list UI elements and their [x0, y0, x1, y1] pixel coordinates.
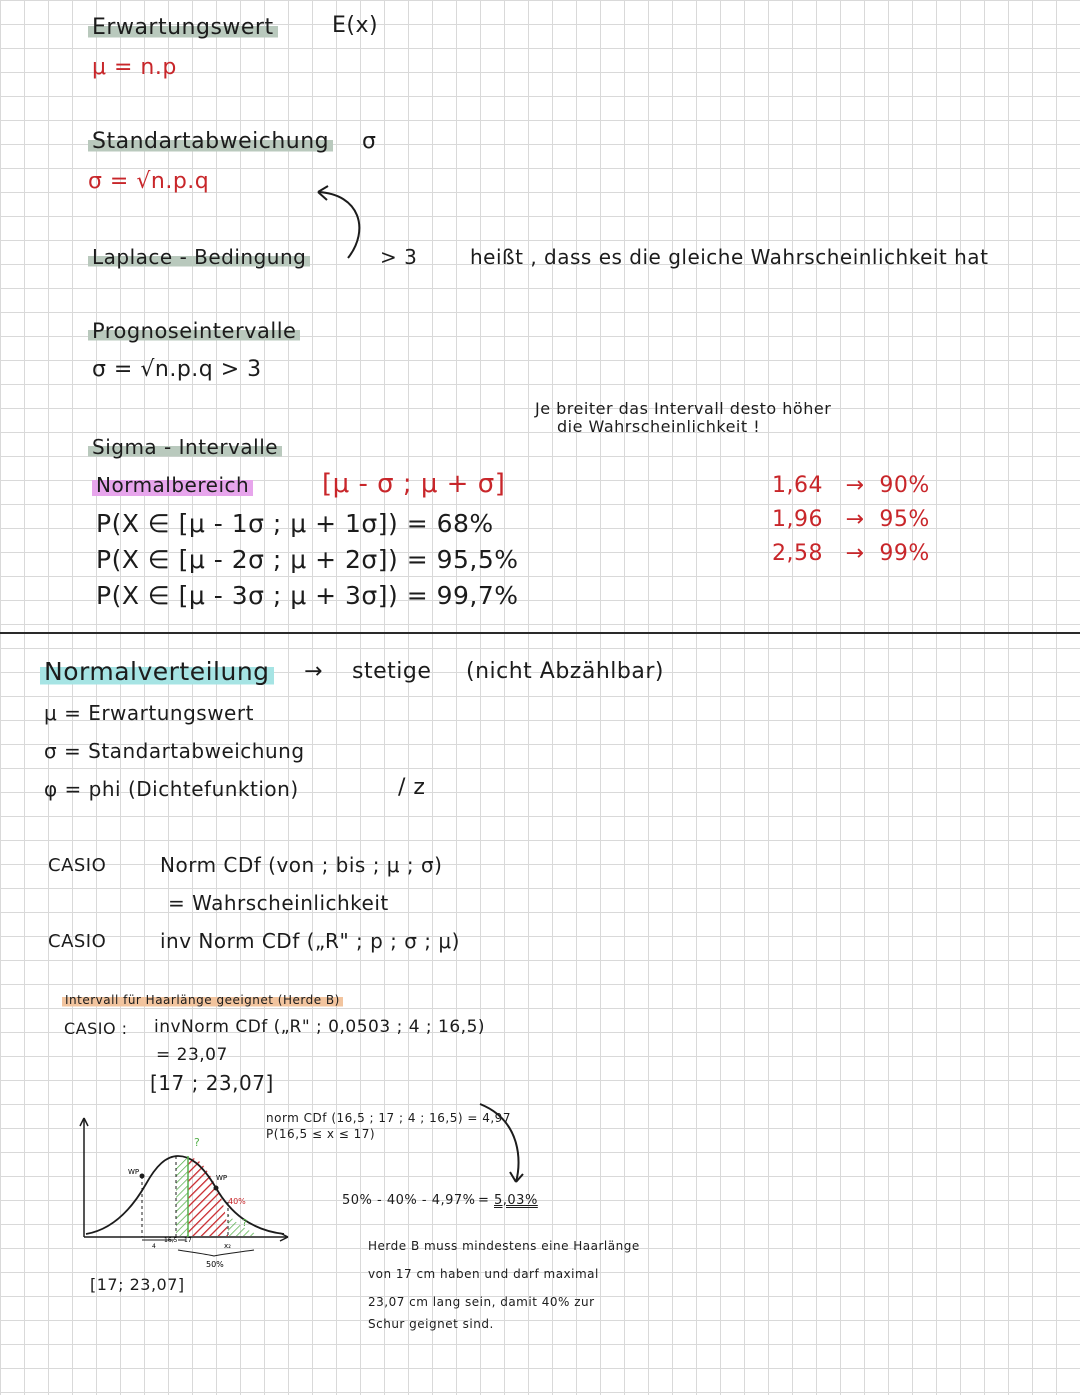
x-tick-16-5: 16,5	[164, 1237, 178, 1244]
casio-normcdf-command: Norm CDf (von ; bis ; μ ; σ)	[160, 853, 443, 877]
normal-distribution-graph	[70, 1112, 300, 1272]
laplace-title: Laplace - Bedingung	[88, 246, 310, 268]
arrow-icon: →	[304, 659, 323, 684]
normalbereich-formula: [μ - σ ; μ + σ]	[322, 469, 506, 499]
conclusion-line4: Schur geignet sind.	[368, 1317, 494, 1331]
question-mark-top: ?	[194, 1136, 200, 1149]
curved-arrow-icon	[470, 1100, 530, 1190]
graph-interval: [17; 23,07]	[90, 1275, 185, 1294]
mu-definition: μ = Erwartungswert	[44, 701, 254, 725]
erwartungswert-formula: μ = n.p	[92, 55, 177, 80]
quantile-row: 1,96 → 95%	[772, 507, 930, 532]
standardabweichung-title: Standartabweichung	[88, 130, 333, 154]
x-tick-x2: x₂	[224, 1242, 231, 1250]
conclusion-line3: 23,07 cm lang sein, damit 40% zur	[368, 1295, 595, 1309]
calculation-equals: =	[478, 1193, 490, 1208]
wp-label-left: WP	[128, 1168, 140, 1176]
casio-invnormcdf-command: inv Norm CDf („R" ; p ; σ ; μ)	[160, 929, 460, 953]
brace	[178, 1250, 254, 1256]
erwartungswert-symbol: E(x)	[332, 13, 379, 38]
normcdf-line1: norm CDf (16,5 ; 17 ; 4 ; 16,5) = 4,97	[266, 1111, 511, 1125]
sigma-interval-3: P(X ∈ [μ - 3σ ; μ + 3σ]) = 99,7%	[96, 581, 519, 610]
quantile-row: 1,64 → 90%	[772, 473, 930, 498]
example-title: Intervall für Haarlänge geeignet (Herde B)	[62, 994, 343, 1007]
prognose-formula: σ = √n.p.q > 3	[92, 357, 262, 382]
interval-note-line1: Je breiter das Intervall desto höher	[535, 399, 832, 418]
casio-label: CASIO	[48, 855, 107, 876]
calculation: 50% - 40% - 4,97%	[342, 1193, 476, 1208]
x-tick-17: 17	[184, 1237, 192, 1244]
calculation-result: 5,03%	[494, 1193, 538, 1208]
standardabweichung-symbol: σ	[362, 129, 377, 154]
example-interval: [17 ; 23,07]	[150, 1071, 274, 1095]
interval-note-line2: die Wahrscheinlichkeit !	[557, 417, 761, 436]
prognose-title: Prognoseintervalle	[88, 320, 300, 343]
example-command: invNorm CDf („R" ; 0,0503 ; 4 ; 16,5)	[154, 1017, 486, 1037]
percent-40-label: 40%	[228, 1197, 246, 1206]
laplace-condition: > 3	[380, 245, 418, 269]
conclusion-line2: von 17 cm haben und darf maximal	[368, 1267, 599, 1281]
normalbereich-label: Normalbereich	[92, 474, 253, 496]
sigma-interval-1: P(X ∈ [μ - 1σ ; μ + 1σ]) = 68%	[96, 509, 494, 538]
laplace-note: heißt , dass es die gleiche Wahrscheinlichkeit hat	[470, 245, 989, 269]
sigma-interval-2: P(X ∈ [μ - 2σ ; μ + 2σ]) = 95,5%	[96, 545, 519, 574]
sigma-title: Sigma - Intervalle	[88, 436, 282, 458]
example-casio-label: CASIO :	[64, 1019, 128, 1038]
normalverteilung-title: Normalverteilung	[40, 658, 274, 686]
standardabweichung-formula: σ = √n.p.q	[88, 169, 210, 194]
erwartungswert-title: Erwartungswert	[88, 16, 278, 40]
normcdf-line2: P(16,5 ≤ x ≤ 17)	[266, 1127, 376, 1141]
sigma-definition: σ = Standartabweichung	[44, 739, 305, 763]
curved-arrow-icon	[300, 180, 370, 260]
casio-label: CASIO	[48, 931, 107, 952]
green-hatched-area	[176, 1158, 188, 1236]
question-mark-tail: ?	[242, 1218, 248, 1229]
percent-50-label: 50%	[206, 1260, 224, 1269]
conclusion-line1: Herde B muss mindestens eine Haarlänge	[368, 1239, 640, 1253]
quantile-row: 2,58 → 99%	[772, 541, 930, 566]
x-tick-mu: 4	[152, 1243, 156, 1250]
casio-normcdf-result: = Wahrscheinlichkeit	[168, 891, 389, 915]
section-divider	[0, 632, 1080, 634]
example-result: = 23,07	[156, 1045, 228, 1065]
phi-z: / z	[398, 775, 426, 800]
phi-definition: φ = phi (Dichtefunktion)	[44, 777, 299, 801]
nicht-abzaehlbar-label: (nicht Abzählbar)	[466, 659, 664, 684]
stetige-label: stetige	[352, 659, 432, 684]
wp-label-right: WP	[216, 1174, 228, 1182]
